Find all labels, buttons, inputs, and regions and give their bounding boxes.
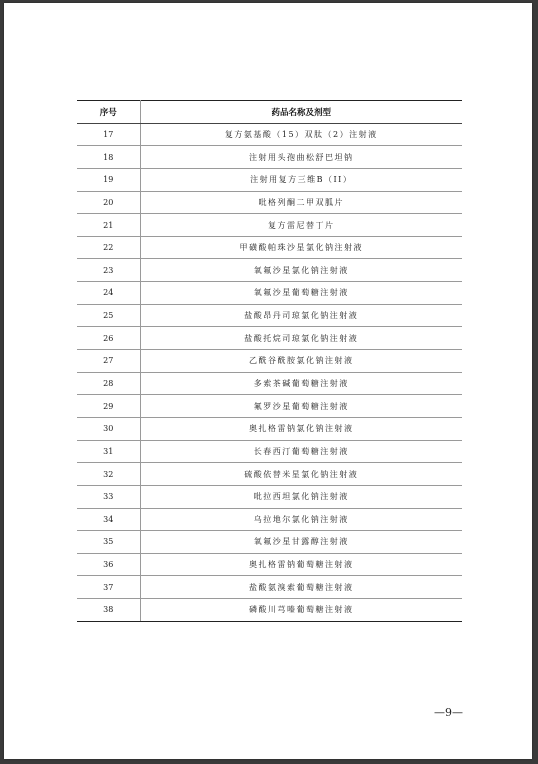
drug-list-table bbox=[77, 100, 462, 622]
row-index: 29 bbox=[77, 395, 140, 418]
row-drug-name: 盐酸昂丹司琼氯化钠注射液 bbox=[140, 304, 462, 327]
row-index: 32 bbox=[77, 463, 140, 486]
header-index: 序号 bbox=[77, 101, 140, 124]
table-row bbox=[77, 599, 462, 622]
table-row bbox=[77, 236, 462, 259]
table-row bbox=[77, 168, 462, 191]
row-index: 35 bbox=[77, 531, 140, 554]
table-row bbox=[77, 440, 462, 463]
row-drug-name: 氧氟沙星葡萄糖注射液 bbox=[140, 282, 462, 305]
table-row bbox=[77, 146, 462, 169]
table-row bbox=[77, 485, 462, 508]
row-index: 28 bbox=[77, 372, 140, 395]
row-drug-name: 磷酸川芎嗪葡萄糖注射液 bbox=[140, 599, 462, 622]
row-drug-name: 复方氨基酸（15）双肽（2）注射液 bbox=[140, 123, 462, 146]
header-drug-name: 药品名称及剂型 bbox=[140, 101, 462, 124]
row-drug-name: 硫酸依替米星氯化钠注射液 bbox=[140, 463, 462, 486]
row-index: 23 bbox=[77, 259, 140, 282]
row-index: 33 bbox=[77, 485, 140, 508]
table-row bbox=[77, 191, 462, 214]
row-index: 25 bbox=[77, 304, 140, 327]
row-drug-name: 注射用头孢曲松舒巴坦钠 bbox=[140, 146, 462, 169]
row-drug-name: 长春西汀葡萄糖注射液 bbox=[140, 440, 462, 463]
table-row bbox=[77, 259, 462, 282]
row-drug-name: 复方雷尼替丁片 bbox=[140, 214, 462, 237]
table-row bbox=[77, 508, 462, 531]
row-drug-name: 注射用复方三维B（II） bbox=[140, 168, 462, 191]
table-row bbox=[77, 327, 462, 350]
row-index: 20 bbox=[77, 191, 140, 214]
row-index: 24 bbox=[77, 282, 140, 305]
row-drug-name: 盐酸托烷司琼氯化钠注射液 bbox=[140, 327, 462, 350]
table-row bbox=[77, 395, 462, 418]
document-page bbox=[4, 3, 532, 759]
row-drug-name: 多索茶碱葡萄糖注射液 bbox=[140, 372, 462, 395]
row-index: 38 bbox=[77, 599, 140, 622]
table-row bbox=[77, 214, 462, 237]
row-index: 18 bbox=[77, 146, 140, 169]
table-row bbox=[77, 553, 462, 576]
row-index: 26 bbox=[77, 327, 140, 350]
row-index: 31 bbox=[77, 440, 140, 463]
table-row bbox=[77, 372, 462, 395]
row-drug-name: 奥扎格雷钠葡萄糖注射液 bbox=[140, 553, 462, 576]
row-index: 34 bbox=[77, 508, 140, 531]
row-drug-name: 氧氟沙星氯化钠注射液 bbox=[140, 259, 462, 282]
row-index: 36 bbox=[77, 553, 140, 576]
row-drug-name: 氧氟沙星甘露醇注射液 bbox=[140, 531, 462, 554]
row-index: 17 bbox=[77, 123, 140, 146]
row-drug-name: 吡格列酮二甲双胍片 bbox=[140, 191, 462, 214]
table-header-row bbox=[77, 101, 462, 124]
table-row bbox=[77, 417, 462, 440]
table-body bbox=[77, 123, 462, 621]
row-index: 19 bbox=[77, 168, 140, 191]
row-index: 22 bbox=[77, 236, 140, 259]
row-drug-name: 甲磺酸帕珠沙星氯化钠注射液 bbox=[140, 236, 462, 259]
table-row bbox=[77, 123, 462, 146]
table-row bbox=[77, 304, 462, 327]
row-drug-name: 盐酸氨溴索葡萄糖注射液 bbox=[140, 576, 462, 599]
row-index: 37 bbox=[77, 576, 140, 599]
row-index: 27 bbox=[77, 350, 140, 373]
row-index: 30 bbox=[77, 417, 140, 440]
row-index: 21 bbox=[77, 214, 140, 237]
row-drug-name: 奥扎格雷钠氯化钠注射液 bbox=[140, 417, 462, 440]
row-drug-name: 氟罗沙星葡萄糖注射液 bbox=[140, 395, 462, 418]
page-number: —9— bbox=[434, 706, 463, 719]
table-row bbox=[77, 463, 462, 486]
row-drug-name: 乌拉地尔氯化钠注射液 bbox=[140, 508, 462, 531]
row-drug-name: 乙酰谷酰胺氯化钠注射液 bbox=[140, 350, 462, 373]
table-row bbox=[77, 282, 462, 305]
table-row bbox=[77, 531, 462, 554]
table-row bbox=[77, 350, 462, 373]
row-drug-name: 吡拉西坦氯化钠注射液 bbox=[140, 485, 462, 508]
table-row bbox=[77, 576, 462, 599]
